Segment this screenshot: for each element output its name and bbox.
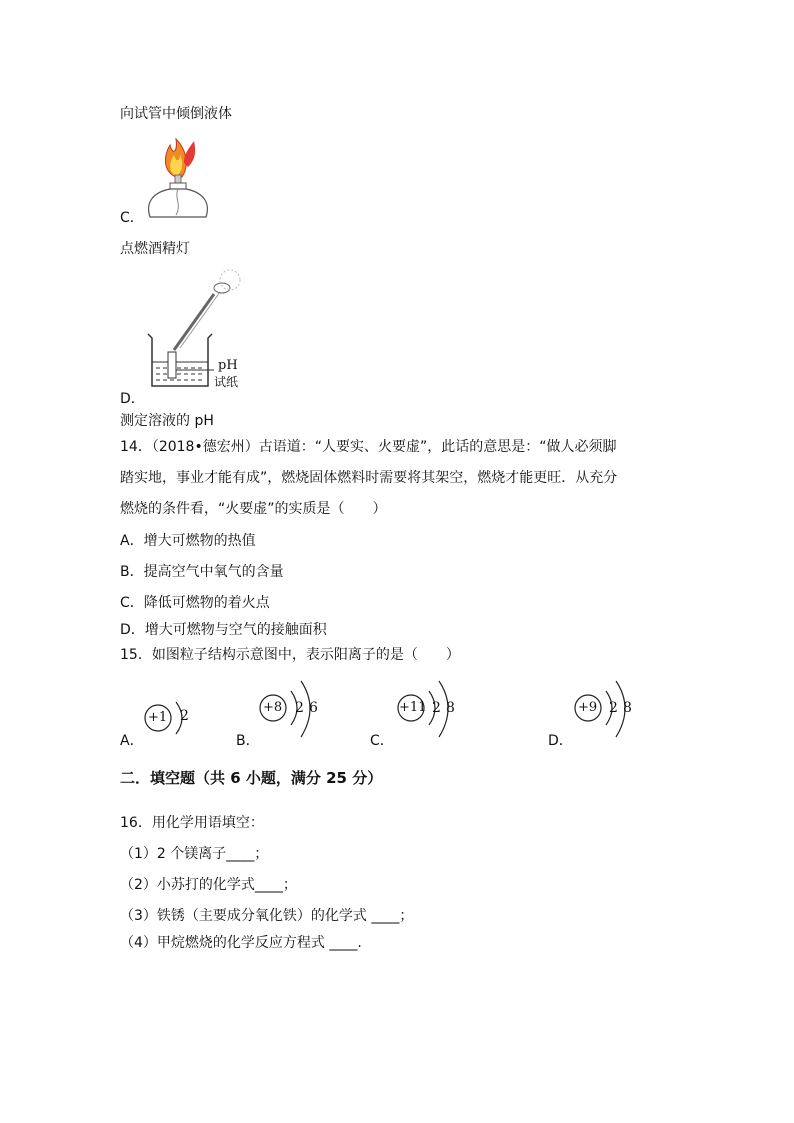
atom-a-shell1: 2 <box>180 708 189 724</box>
atom-c-nucleus: +11 <box>399 700 427 715</box>
q15-stem: 15．如图粒子结构示意图中，表示阳离子的是（ ） <box>120 647 460 663</box>
atom-b-nucleus: +8 <box>263 700 283 715</box>
section-heading: 二．填空题（共 6 小题，满分 25 分） <box>120 769 383 787</box>
q14-option-a: A．增大可燃物的热值 <box>120 533 256 549</box>
option-c-label: C． <box>120 210 144 226</box>
q14-line2: 踏实地，事业才能有成”，燃烧固体燃料时需要将其架空，燃烧才能更旺．从充分 <box>120 470 618 486</box>
q15-option-d-label: D． <box>548 733 573 749</box>
test-paper-annotation: 试纸 <box>214 375 239 389</box>
atom-c-shell1: 2 <box>432 700 441 716</box>
atom-a-nucleus: +1 <box>148 710 168 725</box>
atom-c-shell2: 8 <box>446 700 455 716</box>
q14-line1: 14．（2018•德宏州）古语道：“人要实、火要虚”，此话的意思是：“做人必须脚 <box>120 439 617 455</box>
q16-part2: （2）小苏打的化学式____； <box>120 877 297 893</box>
q14-option-d: D．增大可燃物与空气的接触面积 <box>120 622 327 638</box>
q16-part4: （4）甲烷燃烧的化学反应方程式 ____. <box>120 935 362 951</box>
q15-option-b-label: B． <box>236 733 260 749</box>
atom-d-shell2: 8 <box>623 700 632 716</box>
atom-d-nucleus: +9 <box>578 700 598 715</box>
q15-option-c-label: C． <box>370 733 394 749</box>
option-c-caption: 点燃酒精灯 <box>120 241 190 257</box>
atom-b-shell2: 6 <box>309 700 318 716</box>
q14-option-b: B．提高空气中氧气的含量 <box>120 564 284 580</box>
q15-option-a-label: A． <box>120 733 144 749</box>
atom-d-shell1: 2 <box>609 700 618 716</box>
ph-annotation: pH <box>218 358 238 373</box>
q14-option-c: C．降低可燃物的着火点 <box>120 595 270 611</box>
option-b-caption: 向试管中倾倒液体 <box>120 106 232 122</box>
q16-stem: 16．用化学用语填空： <box>120 815 264 831</box>
atom-b-shell1: 2 <box>295 700 304 716</box>
option-d-label: D． <box>120 391 145 407</box>
q14-line3: 燃烧的条件看，“火要虚”的实质是（ ） <box>120 501 387 517</box>
option-d-caption: 测定溶液的 pH <box>120 413 214 429</box>
q16-part3: （3）铁锈（主要成分氧化铁）的化学式 ____； <box>120 908 414 924</box>
q16-part1: （1）2 个镁离子____； <box>120 846 269 862</box>
alcohol-lamp-figure <box>140 135 220 220</box>
